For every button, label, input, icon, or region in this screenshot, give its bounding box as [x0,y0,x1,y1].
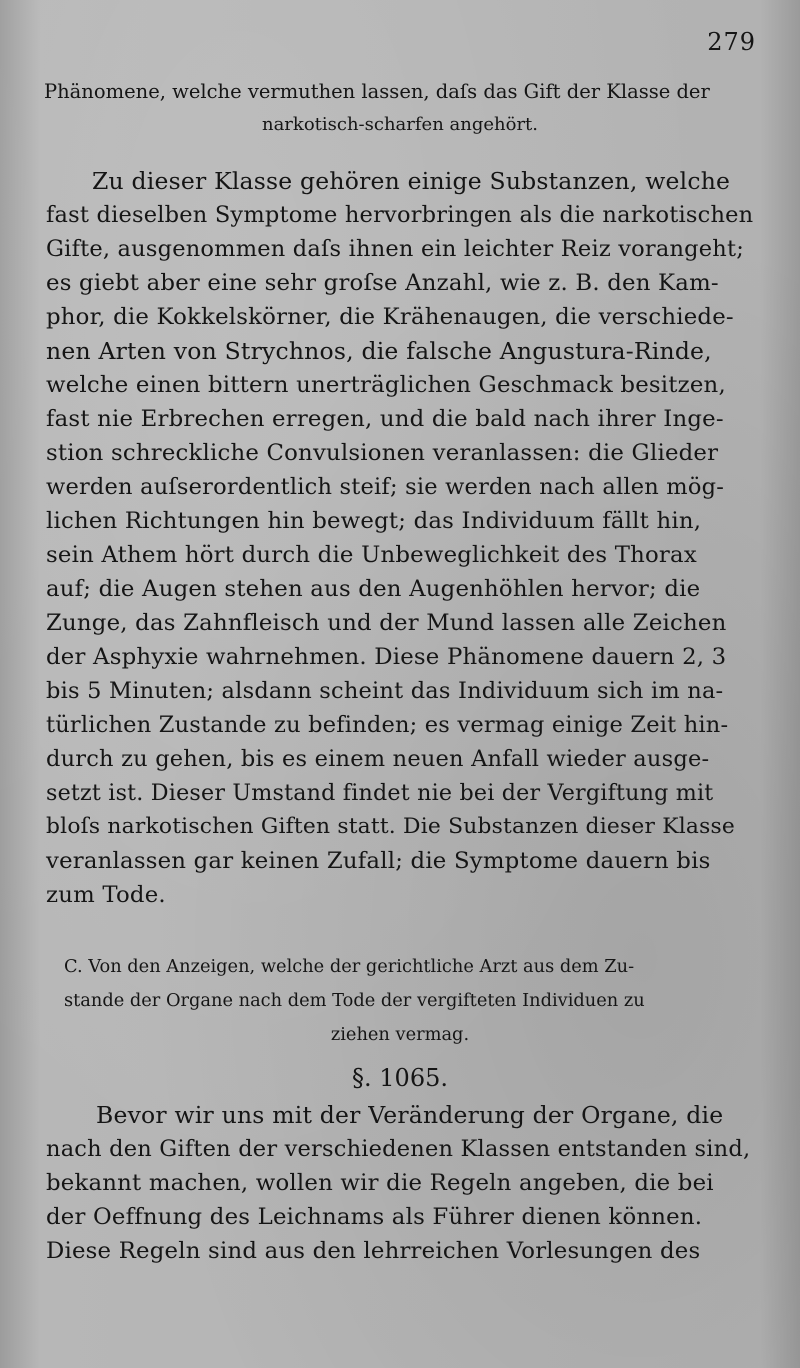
paragraph-line: Diese Regeln sind aus den lehrreichen Vorlesungen des [46,1238,701,1264]
paragraph-line: Gifte, ausgenommen daſs ihnen ein leichter Reiz vorangeht; [46,236,745,262]
paragraph-line: türlichen Zustande zu befinden; es vermag einige Zeit hin- [46,712,729,738]
paragraph-line: phor, die Kokkelskörner, die Krähenaugen, die verschiede- [46,304,734,330]
paragraph-line: zum Tode. [46,882,166,908]
paragraph-line: werden auſserordentlich steif; sie werden nach allen mög- [46,474,724,500]
paragraph-line: auf; die Augen stehen aus den Augenhöhlen hervor; die [46,576,701,602]
section-heading-line: C. Von den Anzeigen, welche der gerichtliche Arzt aus dem Zu- [64,956,635,977]
paragraph-line: setzt ist. Dieser Umstand findet nie bei der Vergiftung mit [46,780,714,806]
paragraph-line: sein Athem hört durch die Unbeweglichkeit des Thorax [46,542,697,568]
header-line: Phänomene, welche vermuthen lassen, daſs das Gift der Klasse der [44,80,710,103]
paragraph-line: bekannt machen, wollen wir die Regeln angeben, die bei [46,1170,714,1196]
paragraph-line: der Oeffnung des Leichnams als Führer dienen können. [46,1204,703,1230]
paragraph-line: Zunge, das Zahnfleisch und der Mund lassen alle Zeichen [46,610,727,636]
paragraph-line: fast nie Erbrechen erregen, und die bald nach ihrer Inge- [46,406,724,432]
paragraph-line: es giebt aber eine sehr groſse Anzahl, wie z. B. den Kam- [46,270,719,296]
paragraph-line: bis 5 Minuten; alsdann scheint das Individuum sich im na- [46,678,724,704]
paragraph-line: veranlassen gar keinen Zufall; die Symptome dauern bis [46,848,711,874]
paragraph-line: nach den Giften der verschiedenen Klassen entstanden sind, [46,1136,751,1162]
paragraph-line: nen Arten von Strychnos, die falsche Angustura-Rinde, [46,337,712,365]
section-heading-line: stande der Organe nach dem Tode der vergifteten Individuen zu [64,990,645,1011]
section-heading-line: ziehen vermag. [330,1024,470,1045]
section-number: §. 1065. [352,1064,448,1092]
paragraph-line: bloſs narkotischen Giften statt. Die Substanzen dieser Klasse [46,814,735,839]
page-number: 279 [707,28,756,56]
paragraph-line: der Asphyxie wahrnehmen. Diese Phänomene dauern 2, 3 [46,644,727,670]
paragraph-line: lichen Richtungen hin bewegt; das Individuum fällt hin, [46,508,702,534]
paragraph-line: Bevor wir uns mit der Veränderung der Organe, die [96,1101,724,1129]
paragraph-line: Zu dieser Klasse gehören einige Substanzen, welche [92,167,731,195]
header-line: narkotisch-scharfen angehört. [261,114,539,135]
paragraph-line: welche einen bittern unerträglichen Geschmack besitzen, [46,372,726,398]
paragraph-line: stion schreckliche Convulsionen veranlassen: die Glieder [46,440,719,466]
paragraph-line: durch zu gehen, bis es einem neuen Anfall wieder ausge- [46,746,710,772]
paragraph-line: fast dieselben Symptome hervorbringen als die narkotischen [46,202,754,228]
